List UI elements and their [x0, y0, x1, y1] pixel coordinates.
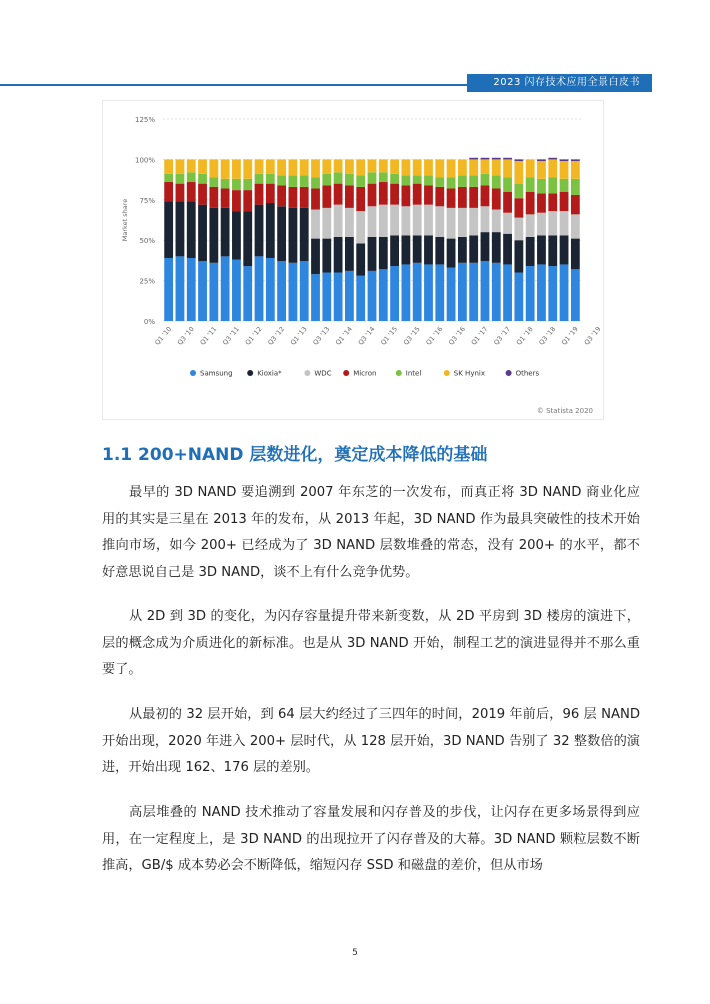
- x-tick-label: Q3 '14: [356, 325, 377, 347]
- bar-segment-micron: [481, 185, 490, 206]
- bar-segment-skhynix: [356, 159, 365, 175]
- section-heading: 1.1 200+NAND 层数进化，奠定成本降低的基础: [102, 445, 488, 465]
- bar-segment-skhynix: [424, 159, 433, 175]
- bar-segment-skhynix: [447, 159, 456, 177]
- bar-segment-samsung: [401, 264, 410, 321]
- bar-segment-kioxia: [209, 208, 218, 263]
- bar-segment-micron: [300, 187, 309, 208]
- bar-segment-kioxia: [413, 235, 422, 262]
- legend-marker: [343, 370, 349, 376]
- bar-segment-wdc: [413, 205, 422, 236]
- paragraph-1: 最早的 3D NAND 要追溯到 2007 年东芝的一次发布，而真正将 3D NAND 商业化应用的其实是三星在 2013 年的发布，从 2013 年起，3D NAND 作为最具突破性的技术开始推向市场，如今 200+ 已经成为了 3D NAND 层数堆叠的常态，没有 200+ 的水平，都不好意思说自己是 3D NAND，谈不上有什么竞争优势。: [102, 485, 640, 580]
- bar-segment-kioxia: [221, 208, 230, 256]
- bar-segment-wdc: [311, 209, 320, 238]
- bar-segment-intel: [232, 179, 241, 190]
- bar-segment-wdc: [345, 208, 354, 237]
- legend-label: SK Hynix: [453, 369, 486, 378]
- x-tick-label: Q3 '18: [537, 325, 558, 347]
- bar-segment-samsung: [187, 258, 196, 321]
- bar-segment-samsung: [526, 266, 535, 321]
- legend-label: Micron: [353, 369, 377, 378]
- legend-label: Kioxia*: [257, 369, 282, 378]
- bar-segment-samsung: [379, 269, 388, 321]
- bar-segment-micron: [560, 192, 569, 211]
- bar-segment-intel: [424, 176, 433, 186]
- x-tick-label: Q1 '11: [198, 325, 219, 347]
- bar-segment-micron: [334, 184, 343, 205]
- x-tick-label: Q1 '16: [424, 325, 445, 347]
- paragraph-2: 从 2D 到 3D 的变化，为闪存容量提升带来新变数，从 2D 平房到 3D 楼房的演进下，层的概念成为介质进化的新标准。也是从 3D NAND 开始，制程工艺的演进显得并不那么重要了。: [102, 609, 640, 677]
- bar-segment-micron: [469, 187, 478, 208]
- bar-segment-skhynix: [289, 159, 298, 175]
- bar-segment-intel: [322, 174, 331, 185]
- bar-segment-wdc: [379, 205, 388, 237]
- bar-segment-skhynix: [401, 159, 410, 175]
- x-tick-label: Q3 '10: [175, 325, 196, 347]
- bar-segment-wdc: [447, 208, 456, 239]
- bar-segment-kioxia: [289, 208, 298, 263]
- bar-segment-kioxia: [187, 201, 196, 258]
- x-tick-label: Q3 '11: [221, 325, 241, 347]
- legend-marker: [304, 370, 310, 376]
- bar-segment-wdc: [514, 218, 523, 241]
- bar-segment-kioxia: [255, 205, 264, 257]
- paragraph-3: 从最初的 32 层开始，到 64 层大约经过了三四年的时间，2019 年前后，96 层 NAND 开始出现，2020 年进入 200+ 层时代，从 128 层开始，3D NAND 告别了 32 整数倍的演进，开始出现 162、176 层的差别。: [102, 707, 640, 775]
- bar-segment-kioxia: [492, 232, 501, 263]
- bar-segment-kioxia: [458, 237, 467, 263]
- bar-segment-intel: [492, 176, 501, 189]
- bar-segment-kioxia: [560, 235, 569, 264]
- bar-segment-intel: [537, 179, 546, 194]
- bar-segment-kioxia: [401, 235, 410, 264]
- bar-segment-samsung: [492, 263, 501, 321]
- x-tick-label: Q1 '18: [514, 325, 535, 347]
- bar-segment-micron: [379, 182, 388, 205]
- page-header: [0, 36, 710, 88]
- bar-segment-micron: [176, 184, 185, 202]
- bar-segment-kioxia: [424, 235, 433, 264]
- bar-segment-micron: [413, 184, 422, 205]
- bar-segment-micron: [243, 190, 252, 211]
- bar-segment-skhynix: [514, 161, 523, 184]
- legend-label: Samsung: [200, 369, 233, 378]
- bar-segment-samsung: [560, 264, 569, 321]
- bar-segment-intel: [481, 174, 490, 185]
- x-tick-label: Q3 '16: [447, 325, 467, 347]
- bar-segment-micron: [526, 192, 535, 215]
- x-tick-label: Q3 '17: [492, 325, 513, 347]
- bar-segment-kioxia: [548, 235, 557, 266]
- bar-segment-intel: [401, 176, 410, 186]
- bar-segment-kioxia: [334, 237, 343, 273]
- bar-segment-intel: [243, 179, 252, 190]
- bar-segment-samsung: [571, 269, 580, 321]
- bar-segment-samsung: [221, 256, 230, 321]
- bar-segment-others: [571, 159, 580, 161]
- bar-segment-skhynix: [243, 159, 252, 178]
- bar-segment-skhynix: [187, 159, 196, 172]
- bar-segment-micron: [277, 185, 286, 206]
- bar-segment-skhynix: [537, 161, 546, 179]
- bar-segment-wdc: [368, 206, 377, 237]
- bar-segment-kioxia: [322, 239, 331, 273]
- bar-segment-skhynix: [198, 159, 207, 174]
- bar-segment-wdc: [537, 213, 546, 236]
- bar-segment-samsung: [243, 266, 252, 321]
- y-tick-label: 75%: [139, 196, 155, 205]
- bar-segment-kioxia: [300, 208, 309, 261]
- bar-segment-skhynix: [560, 161, 569, 179]
- bar-segment-micron: [537, 193, 546, 212]
- bar-segment-samsung: [334, 273, 343, 321]
- bar-segment-wdc: [469, 208, 478, 235]
- bar-segment-others: [492, 158, 501, 160]
- market-share-chart: [102, 100, 604, 420]
- bar-segment-kioxia: [311, 239, 320, 275]
- x-tick-label: Q1 '12: [243, 325, 264, 347]
- bar-segment-samsung: [322, 273, 331, 321]
- bar-segment-intel: [390, 174, 399, 184]
- legend-label: WDC: [314, 369, 332, 378]
- bar-segment-micron: [198, 184, 207, 205]
- bar-segment-wdc: [571, 214, 580, 238]
- bar-segment-micron: [289, 187, 298, 208]
- y-tick-label: 100%: [134, 156, 155, 165]
- bar-segment-micron: [209, 187, 218, 208]
- bar-segment-kioxia: [266, 203, 275, 258]
- bar-segment-intel: [176, 174, 185, 184]
- bar-segment-samsung: [514, 273, 523, 321]
- bar-segment-intel: [289, 176, 298, 187]
- bar-segment-intel: [209, 177, 218, 187]
- x-tick-label: Q1 '19: [560, 325, 580, 347]
- legend-marker: [444, 370, 450, 376]
- bar-segment-skhynix: [458, 159, 467, 175]
- bar-segment-kioxia: [356, 243, 365, 275]
- bar-segment-samsung: [311, 274, 320, 321]
- bar-segment-micron: [447, 188, 456, 207]
- chart-credit: © Statista 2020: [536, 407, 593, 415]
- y-tick-label: 25%: [139, 277, 155, 286]
- bar-segment-samsung: [255, 256, 264, 321]
- legend-marker: [247, 370, 253, 376]
- bar-segment-wdc: [481, 206, 490, 232]
- bar-segment-kioxia: [176, 201, 185, 256]
- bar-segment-kioxia: [243, 211, 252, 266]
- bar-segment-samsung: [435, 264, 444, 321]
- bar-segment-skhynix: [221, 159, 230, 178]
- bar-segment-skhynix: [469, 159, 478, 175]
- bar-segment-micron: [232, 190, 241, 211]
- bar-segment-wdc: [560, 211, 569, 235]
- bar-segment-others: [537, 159, 546, 161]
- bar-segment-samsung: [232, 260, 241, 321]
- bar-segment-micron: [356, 187, 365, 211]
- bar-segment-micron: [255, 184, 264, 205]
- bar-segment-samsung: [176, 256, 185, 321]
- y-tick-label: 125%: [134, 116, 155, 124]
- bar-segment-kioxia: [368, 237, 377, 271]
- bar-segment-samsung: [537, 264, 546, 321]
- bar-segment-skhynix: [164, 159, 173, 174]
- bar-segment-samsung: [289, 263, 298, 321]
- bar-segment-wdc: [458, 208, 467, 237]
- bar-segment-micron: [548, 193, 557, 211]
- legend-label: Others: [515, 369, 540, 378]
- bar-segment-skhynix: [413, 159, 422, 175]
- bar-segment-skhynix: [526, 159, 535, 177]
- bar-segment-samsung: [164, 258, 173, 321]
- bar-segment-skhynix: [435, 159, 444, 177]
- bar-segment-intel: [571, 179, 580, 195]
- bar-segment-kioxia: [345, 237, 354, 271]
- bar-segment-kioxia: [379, 237, 388, 269]
- bar-segment-skhynix: [379, 159, 388, 172]
- bar-segment-wdc: [322, 208, 331, 239]
- legend-marker: [190, 370, 196, 376]
- bar-segment-skhynix: [492, 159, 501, 175]
- bar-segment-micron: [368, 184, 377, 207]
- bar-segment-kioxia: [435, 237, 444, 264]
- bar-segment-wdc: [390, 205, 399, 236]
- legend-label: Intel: [405, 369, 422, 378]
- bar-segment-samsung: [198, 261, 207, 321]
- bar-segment-intel: [266, 174, 275, 184]
- bar-segment-samsung: [368, 271, 377, 321]
- bar-segment-micron: [390, 184, 399, 205]
- bar-segment-micron: [401, 185, 410, 206]
- bar-segment-others: [560, 159, 569, 161]
- bar-segment-samsung: [277, 261, 286, 321]
- bar-segment-kioxia: [164, 201, 173, 258]
- x-tick-label: Q1 '15: [379, 325, 400, 347]
- bar-segment-intel: [300, 176, 309, 187]
- x-tick-label: Q1 '14: [334, 325, 354, 347]
- y-tick-label: 0%: [143, 318, 155, 326]
- x-tick-label: Q3 '19: [582, 325, 603, 347]
- bar-segment-micron: [322, 185, 331, 208]
- bar-segment-intel: [368, 172, 377, 183]
- bar-segment-kioxia: [390, 235, 399, 266]
- bar-segment-samsung: [469, 263, 478, 321]
- bar-segment-micron: [492, 188, 501, 209]
- bar-segment-micron: [571, 195, 580, 214]
- bar-segment-intel: [311, 177, 320, 188]
- bar-segment-intel: [379, 172, 388, 182]
- bar-segment-intel: [526, 177, 535, 192]
- bar-segment-skhynix: [176, 159, 185, 174]
- y-tick-label: 50%: [139, 237, 155, 246]
- bar-segment-micron: [458, 187, 467, 208]
- bar-segment-micron: [424, 185, 433, 204]
- paragraph-4: 高层堆叠的 NAND 技术推动了容量发展和闪存普及的步伐，让闪存在更多场景得到应用，在一定程度上，是 3D NAND 的出现拉开了闪存普及的大幕。3D NAND 颗粒层数不断推高，GB/$ 成本势必会不断降低，缩短闪存 SSD 和磁盘的差价，但从市场: [102, 805, 640, 873]
- bar-segment-samsung: [503, 264, 512, 321]
- bar-segment-micron: [221, 188, 230, 207]
- bar-segment-micron: [514, 198, 523, 217]
- bar-segment-kioxia: [232, 211, 241, 259]
- bar-segment-skhynix: [300, 159, 309, 175]
- bar-segment-skhynix: [322, 159, 331, 174]
- bar-segment-micron: [266, 184, 275, 203]
- bar-segment-intel: [164, 174, 173, 182]
- bar-segment-samsung: [345, 271, 354, 321]
- bar-segment-micron: [345, 185, 354, 208]
- bar-segment-intel: [221, 179, 230, 189]
- bar-segment-skhynix: [311, 159, 320, 177]
- document-title: 2023 闪存技术应用全景白皮书: [467, 74, 652, 92]
- bar-segment-samsung: [424, 264, 433, 321]
- bar-segment-skhynix: [368, 159, 377, 172]
- bar-segment-intel: [255, 174, 264, 184]
- page-number: 5: [352, 948, 358, 958]
- bar-segment-intel: [469, 176, 478, 187]
- x-tick-label: Q3 '13: [311, 325, 332, 347]
- bar-segment-samsung: [481, 261, 490, 321]
- bar-segment-skhynix: [571, 161, 580, 179]
- bar-segment-intel: [334, 172, 343, 183]
- bar-segment-others: [514, 159, 523, 161]
- bar-segment-micron: [435, 187, 444, 206]
- bar-segment-wdc: [435, 206, 444, 237]
- bar-segment-kioxia: [481, 232, 490, 261]
- bar-segment-samsung: [209, 263, 218, 321]
- bar-segment-skhynix: [277, 159, 286, 175]
- bar-segment-skhynix: [390, 159, 399, 174]
- bar-segment-kioxia: [469, 235, 478, 262]
- bar-segment-intel: [560, 179, 569, 192]
- bar-segment-skhynix: [334, 159, 343, 172]
- bar-segment-kioxia: [198, 205, 207, 262]
- bar-segment-others: [469, 158, 478, 160]
- bar-segment-samsung: [458, 263, 467, 321]
- bar-segment-wdc: [548, 211, 557, 235]
- bar-segment-micron: [164, 182, 173, 201]
- bar-segment-samsung: [300, 261, 309, 321]
- bar-segment-skhynix: [232, 159, 241, 178]
- bar-segment-samsung: [413, 263, 422, 321]
- bar-segment-skhynix: [255, 159, 264, 174]
- bar-segment-wdc: [492, 209, 501, 232]
- x-tick-label: Q1 '17: [469, 325, 490, 347]
- bar-segment-kioxia: [537, 235, 546, 264]
- bar-segment-wdc: [401, 206, 410, 235]
- bar-segment-skhynix: [481, 159, 490, 174]
- bar-segment-others: [503, 158, 512, 160]
- bar-segment-micron: [311, 188, 320, 209]
- x-tick-label: Q1 '10: [153, 325, 174, 347]
- x-tick-label: Q3 '12: [266, 325, 287, 347]
- bar-segment-skhynix: [266, 159, 275, 174]
- bar-segment-intel: [413, 176, 422, 184]
- bar-segment-samsung: [356, 276, 365, 321]
- bar-segment-kioxia: [277, 206, 286, 261]
- bar-segment-skhynix: [209, 159, 218, 177]
- bar-segment-intel: [548, 177, 557, 193]
- bar-segment-intel: [514, 184, 523, 199]
- bar-segment-skhynix: [345, 159, 354, 174]
- bar-segment-intel: [356, 176, 365, 187]
- x-tick-label: Q1 '13: [288, 325, 309, 347]
- bar-segment-wdc: [334, 205, 343, 237]
- bar-segment-others: [481, 158, 490, 160]
- bar-segment-intel: [187, 172, 196, 182]
- bar-segment-samsung: [447, 268, 456, 321]
- legend-marker: [396, 370, 402, 376]
- legend-marker: [506, 370, 512, 376]
- bar-segment-kioxia: [447, 239, 456, 268]
- bar-segment-others: [548, 158, 557, 160]
- y-axis-label: Market share: [121, 198, 129, 242]
- bar-segment-skhynix: [548, 159, 557, 177]
- bar-segment-kioxia: [503, 234, 512, 265]
- bar-segment-wdc: [356, 211, 365, 243]
- stacked-bar-chart: [103, 101, 603, 419]
- bar-segment-intel: [503, 177, 512, 192]
- bar-segment-wdc: [526, 214, 535, 237]
- bar-segment-kioxia: [526, 237, 535, 266]
- bar-segment-intel: [198, 174, 207, 184]
- bar-segment-kioxia: [514, 240, 523, 272]
- bar-segment-micron: [503, 192, 512, 213]
- x-tick-label: Q3 '15: [401, 325, 422, 347]
- bar-segment-kioxia: [571, 239, 580, 270]
- bar-segment-intel: [277, 176, 286, 186]
- bar-segment-wdc: [503, 213, 512, 234]
- header-rule: [0, 84, 470, 86]
- bar-segment-wdc: [424, 205, 433, 236]
- bar-segment-micron: [187, 182, 196, 201]
- bar-segment-intel: [345, 174, 354, 185]
- bar-segment-samsung: [390, 266, 399, 321]
- bar-segment-samsung: [266, 258, 275, 321]
- bar-segment-intel: [447, 177, 456, 188]
- bar-segment-intel: [435, 177, 444, 187]
- bar-segment-skhynix: [503, 159, 512, 177]
- bar-segment-intel: [458, 176, 467, 187]
- bar-segment-samsung: [548, 266, 557, 321]
